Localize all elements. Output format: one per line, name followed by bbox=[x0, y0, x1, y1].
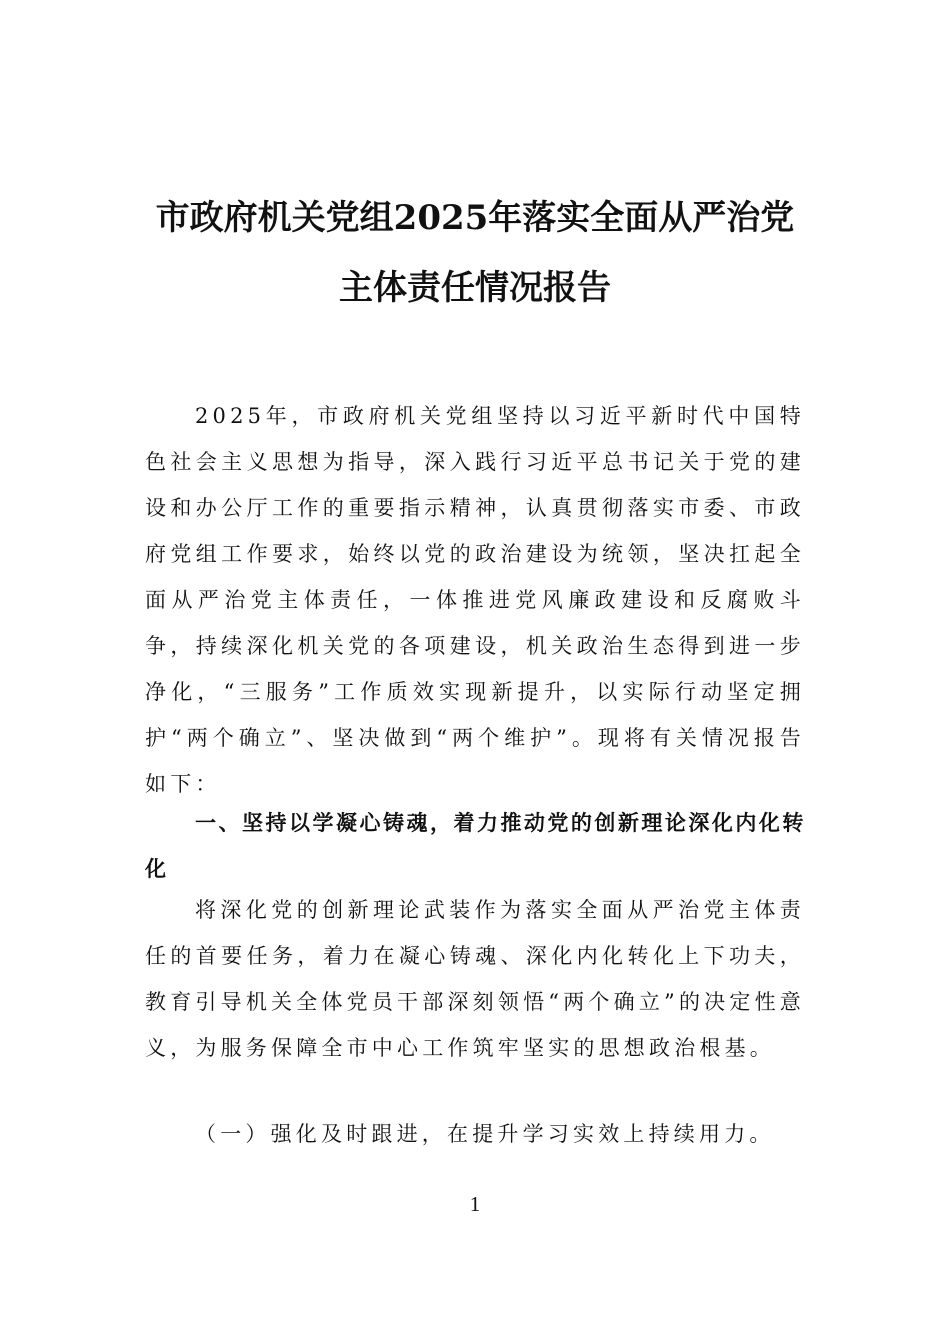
subsection-1-heading: （一）强化及时跟进，在提升学习实效上持续用力。 bbox=[195, 1122, 775, 1146]
section-1-heading: 一、坚持以学凝心铸魂，着力推动党的创新理论深化内化转化 bbox=[145, 811, 805, 881]
page-number: 1 bbox=[469, 1192, 481, 1216]
intro-paragraph: 2025年，市政府机关党组坚持以习近平新时代中国特色社会主义思想为指导，深入践行习近平总书记关于党的建设和办公厅工作的重要指示精神，认真贯彻落实市委、市政府党组工作要求，始终以党的政治建设为统领，坚决扛起全面从严治党主体责任，一体推进党风廉政建设和反腐败斗争，持续深化机关党的各项建设，机关政治生态得到进一步净化，“三服务”工作质效实现新提升，以实际行动坚定拥护“两个确立”、坚决做到“两个维护”。现将有关情况报告如下： bbox=[145, 404, 805, 796]
document-title-line-1: 市政府机关党组2025年落实全面从严治党 bbox=[155, 198, 795, 238]
section-1-paragraph: 将深化党的创新理论武装作为落实全面从严治党主体责任的首要任务，着力在凝心铸魂、深化内化转化上下功夫，教育引导机关全体党员干部深刻领悟“两个确立”的决定性意义，为服务保障全市中心工作筑牢坚实的思想政治根基。 bbox=[145, 898, 805, 1060]
document-title-line-2: 主体责任情况报告 bbox=[339, 268, 611, 308]
